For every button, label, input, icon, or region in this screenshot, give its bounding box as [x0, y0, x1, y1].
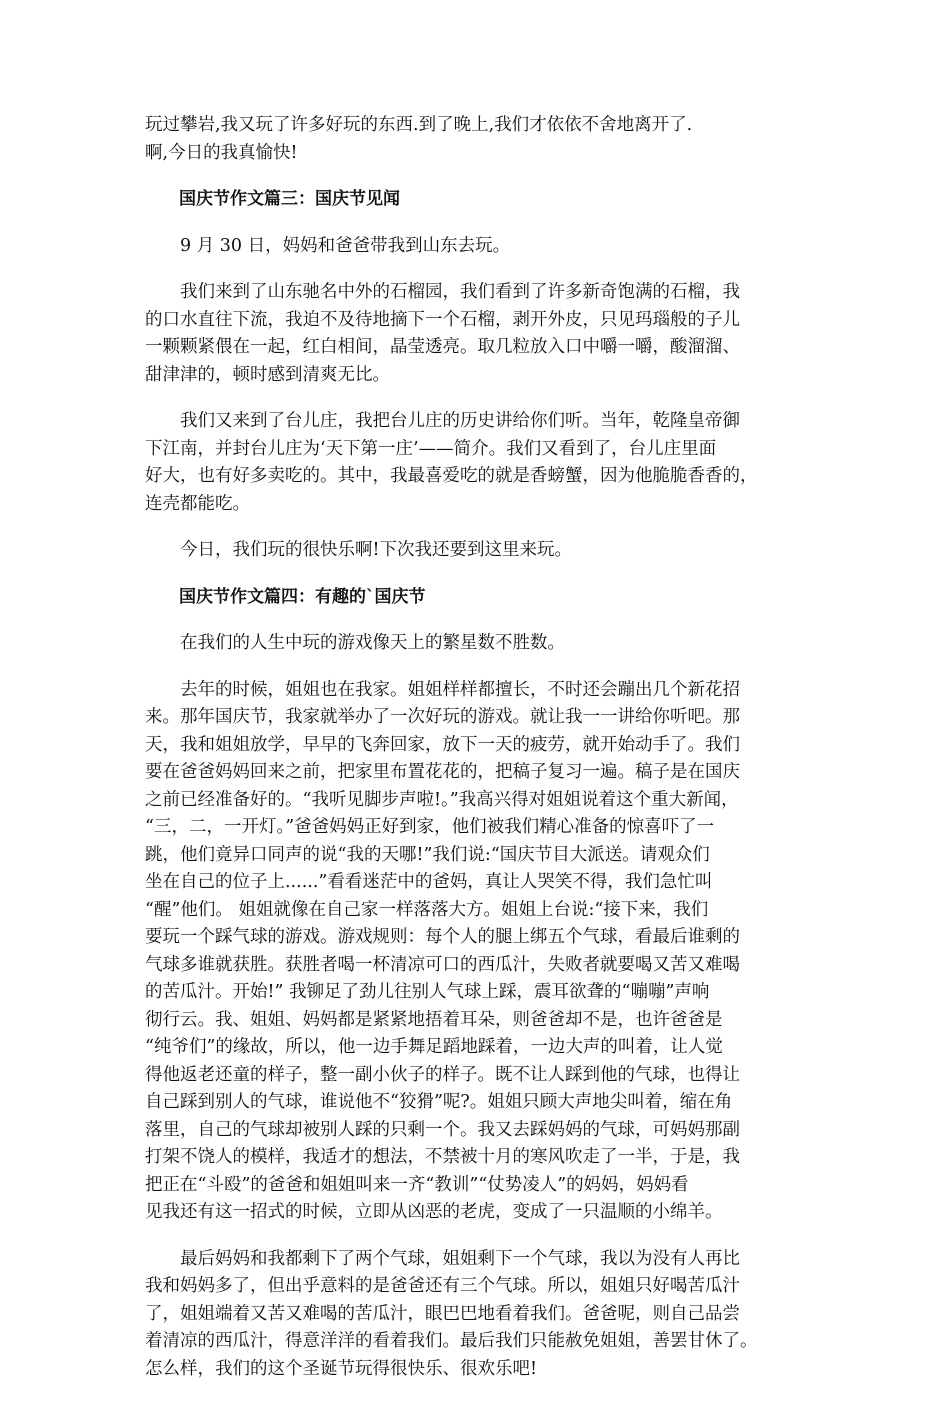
text-line: 之前已经准备好的。“我听见脚步声啦!。”我高兴得对姐姐说着这个重大新闻， [145, 789, 739, 810]
text-line: 坐在自己的位子上......”看看迷茫中的爸妈，真让人哭笑不得，我们急忙叫 [145, 872, 713, 892]
paragraph-date [145, 233, 817, 261]
text-line: 要在爸爸妈妈回来之前，把家里布置花花的，把稿子复习一遍。稿子是在国庆 [145, 762, 740, 782]
text-line: 要玩一个踩气球的游戏。游戏规则：每个人的腿上绑五个气球，看最后谁剩的 [145, 927, 740, 947]
text-line: 我和妈妈多了，但出乎意料的是爸爸还有三个气球。所以，姐姐只好喝苦瓜汁 [145, 1276, 740, 1296]
text-line: 自己踩到别人的气球，谁说他不“狡猾”呢?。姐姐只顾大声地尖叫着，缩在角 [145, 1092, 733, 1112]
text-line: 的口水直往下流，我迫不及待地摘下一个石榴，剥开外皮，只见玛瑙般的子儿 [145, 309, 740, 330]
text-line: 去年的时候，姐姐也在我家。姐姐样样都擅长，不时还会蹦出几个新花招 [180, 679, 740, 700]
text-line: 了，姐姐端着又苦又难喝的苦瓜汁，眼巴巴地看着我们。爸爸呢，则自己品尝 [145, 1303, 740, 1324]
text-line: 跳，他们竟异口同声的说“我的天哪!”我们说:“国庆节目大派送。请观众们 [145, 844, 710, 865]
paragraph-taierzhuang [145, 408, 817, 518]
text-line: 连壳都能吃。 [145, 493, 250, 514]
text-line: 打架不饶人的模样，我适才的想法，不禁被十月的寒风吹走了一半，于是，我 [145, 1147, 740, 1167]
text-line: 今日，我们玩的很快乐啊!下次我还要到这里来玩。 [180, 540, 573, 560]
paragraph-games-intro [145, 630, 817, 658]
text-line: 我们又来到了台儿庄，我把台儿庄的历史讲给你们听。当年，乾隆皇帝御 [180, 411, 740, 431]
paragraph-conclusion-three [145, 537, 817, 565]
section-heading-part-three: 国庆节作文篇三：国庆节见闻 [179, 189, 400, 209]
text-line: 把正在“斗殴”的爸爸和姐姐叫来一齐“教训”“仗势凌人”的妈妈，妈妈看 [145, 1174, 689, 1195]
text-line: 甜津津的，顿时感到清爽无比。 [145, 364, 390, 385]
text-line: 的苦瓜汁。开始!” 我铆足了劲儿往别人气球上踩，震耳欲聋的“嘣嘣”声响 [145, 982, 710, 1002]
text-line: 着清凉的西瓜汁，得意洋洋的看着我们。最后我们只能赦免姐姐，善罢甘休了。 [145, 1331, 758, 1351]
text-line: 啊,今日的我真愉快! [145, 142, 298, 163]
text-line: 玩过攀岩,我又玩了许多好玩的东西.到了晚上,我们才依依不舍地离开了. [145, 115, 693, 135]
paragraph-ending [145, 1246, 817, 1384]
text-line: 最后妈妈和我都剩下了两个气球，姐姐剩下一个气球，我以为没有人再比 [180, 1248, 740, 1269]
text-line: 好大，也有好多卖吃的。其中，我最喜爱吃的就是香螃蟹，因为他脆脆香香的， [145, 466, 758, 486]
text-line: 彻行云。我、姐姐、妈妈都是紧紧地捂着耳朵，则爸爸却不是，也许爸爸是 [145, 1009, 723, 1030]
paragraph-pomegranate [145, 279, 817, 389]
paragraph-intro [145, 112, 817, 167]
document-body [145, 112, 817, 1402]
text-line: 我们来到了山东驰名中外的石榴园，我们看到了许多新奇饱满的石榴，我 [180, 282, 740, 302]
text-line: 怎么样，我们的这个圣诞节玩得很快乐、很欢乐吧! [145, 1358, 538, 1379]
text-line: 9 月 30 日，妈妈和爸爸带我到山东去玩。 [180, 235, 511, 256]
text-line: 天，我和姐姐放学，早早的飞奔回家，放下一天的疲劳，就开始动手了。我们 [145, 734, 740, 755]
text-line: “纯爷们”的缘故，所以，他一边手舞足蹈地踩着，一边大声的叫着，让人觉 [145, 1037, 723, 1057]
text-line: 得他返老还童的样子，整一副小伙子的样子。既不让人踩到他的气球，也得让 [145, 1064, 740, 1085]
text-line: 落里，自己的气球却被别人踩的只剩一个。我又去踩妈妈的气球，可妈妈那副 [145, 1119, 740, 1140]
text-line: “醒”他们。 姐姐就像在自己家一样落落大方。姐姐上台说:“接下来，我们 [145, 899, 709, 920]
text-line: 见我还有这一招式的时候，立即从凶恶的老虎，变成了一只温顺的小绵羊。 [145, 1202, 723, 1222]
text-line: “三，二，一开灯。”爸爸妈妈正好到家，他们被我们精心准备的惊喜吓了一 [145, 817, 715, 837]
text-line: 来。那年国庆节，我家就举办了一次好玩的游戏。就让我一一讲给你听吧。那 [145, 707, 740, 727]
text-line: 在我们的人生中玩的游戏像天上的繁星数不胜数。 [180, 633, 565, 653]
section-heading-part-four: 国庆节作文篇四：有趣的`国庆节 [179, 586, 426, 607]
text-line: 下江南，并封台儿庄为‘天下第一庄’——简介。我们又看到了，台儿庄里面 [145, 438, 717, 459]
paragraph-balloon-game [145, 677, 817, 1227]
text-line: 气球多谁就获胜。获胜者喝一杯清凉可口的西瓜汁，失败者就要喝又苦又难喝 [145, 954, 740, 975]
text-line: 一颗颗紧偎在一起，红白相间，晶莹透亮。取几粒放入口中嚼一嚼，酸溜溜、 [145, 337, 740, 357]
